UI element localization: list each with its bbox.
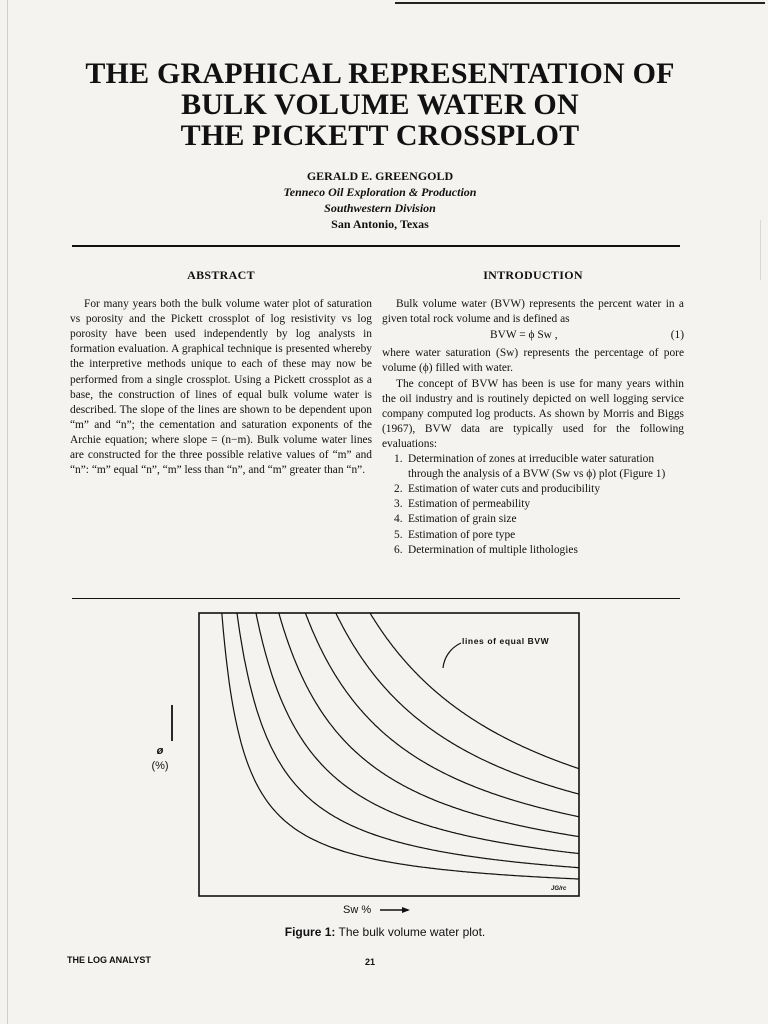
plot-frame bbox=[199, 613, 579, 896]
caption-prefix: Figure 1: bbox=[284, 925, 336, 939]
title-divider bbox=[72, 245, 680, 247]
bvw-curve-3 bbox=[256, 613, 579, 854]
list-item: 2. Estimation of water cuts and producibility bbox=[394, 483, 601, 496]
phi-symbol: ø bbox=[156, 745, 164, 757]
title-line-1: THE GRAPHICAL REPRESENTATION OF bbox=[85, 57, 675, 90]
equation-1 bbox=[382, 328, 684, 343]
x-axis-label: Sw % bbox=[343, 904, 372, 916]
journal-name: THE LOG ANALYST bbox=[67, 955, 151, 965]
list-item: 6. Determination of multiple lithologies bbox=[394, 543, 578, 556]
bvw-curves bbox=[222, 613, 579, 879]
affiliation-division: Southwestern Division bbox=[324, 201, 436, 215]
intro-paragraph-2: where water saturation (Sw) represents the percentage of pore volume (ϕ) filled with water. bbox=[382, 347, 684, 375]
abstract-section bbox=[70, 268, 372, 478]
list-item: 3. Estimation of permeability bbox=[394, 498, 531, 511]
paper-title bbox=[60, 58, 700, 151]
figure-divider bbox=[72, 598, 680, 599]
title-line-3: THE PICKETT CROSSPLOT bbox=[180, 119, 580, 152]
list-item: 1. Determination of zones at irreducible water saturation through the analysis of a BVW (Sw vs ϕ) plot (Figure 1) bbox=[394, 453, 666, 481]
abstract-heading: ABSTRACT bbox=[187, 268, 255, 282]
bvw-curve-2 bbox=[237, 613, 579, 868]
abstract-text: For many years both the bulk volume water plot of saturation vs porosity and the Pickett crossplot of log resistivity vs log porosity have been used independently by log analysts in formation evaluation. A graphical technique is presented whereby the interpretive methods unique to each of these may now be performed from a single crossplot. Using a Pickett crossplot as a base, the construction of lines of equal bulk volume water is described. The slope of the lines are shown to be dependent upon “m” and “n”; the cementation and saturation exponents of the Archie equation; where slope = (n−m). Bulk volume water lines are constructed for the three possible relative values of “m” and “n”: “m” equal “n”, “m” less than “n”, and “m” greater than “n”. bbox=[70, 298, 372, 477]
title-line-2: BULK VOLUME WATER ON bbox=[181, 88, 579, 121]
page-number: 21 bbox=[365, 957, 376, 967]
y-axis-label bbox=[150, 744, 170, 774]
x-axis-arrowhead bbox=[402, 907, 410, 913]
evaluation-list bbox=[382, 452, 684, 558]
callout-leader bbox=[443, 643, 461, 668]
intro-paragraph-3: The concept of BVW has been is use for many years within the oil industry and is routinely depicted on well logging service company computed log products. As shown by Morris and Biggs (1967), BVW data are typically used for the following evaluations: bbox=[382, 377, 684, 450]
bvw-curve-4 bbox=[279, 613, 579, 837]
page-edge-right bbox=[760, 220, 761, 280]
page-edge bbox=[7, 0, 8, 1024]
y-axis-unit: (%) bbox=[151, 760, 169, 772]
author-block bbox=[180, 168, 580, 232]
figure-caption bbox=[200, 925, 570, 939]
caption-text: The bulk volume water plot. bbox=[335, 925, 486, 939]
author-name: GERALD E. GREENGOLD bbox=[306, 169, 454, 183]
bvw-curve-1 bbox=[222, 613, 579, 879]
equation-number: (1) bbox=[670, 329, 684, 342]
introduction-section bbox=[382, 268, 684, 558]
equation-text: BVW = ϕ Sw , bbox=[490, 329, 558, 342]
callout-label: lines of equal BVW bbox=[462, 636, 550, 646]
bvw-curve-7 bbox=[370, 613, 579, 769]
bvw-curve-5 bbox=[305, 613, 579, 817]
affiliation-company: Tenneco Oil Exploration & Production bbox=[283, 185, 477, 199]
list-item: 4. Estimation of grain size bbox=[394, 513, 517, 526]
header-rule bbox=[395, 2, 765, 4]
introduction-heading: INTRODUCTION bbox=[483, 268, 583, 282]
intro-paragraph-1: Bulk volume water (BVW) represents the percent water in a given total rock volume and is defined as bbox=[382, 298, 684, 326]
figure-initials: JG/rc bbox=[551, 886, 567, 892]
affiliation-location: San Antonio, Texas bbox=[331, 217, 429, 231]
bvw-curve-6 bbox=[336, 613, 579, 794]
list-item: 5. Estimation of pore type bbox=[394, 528, 516, 541]
